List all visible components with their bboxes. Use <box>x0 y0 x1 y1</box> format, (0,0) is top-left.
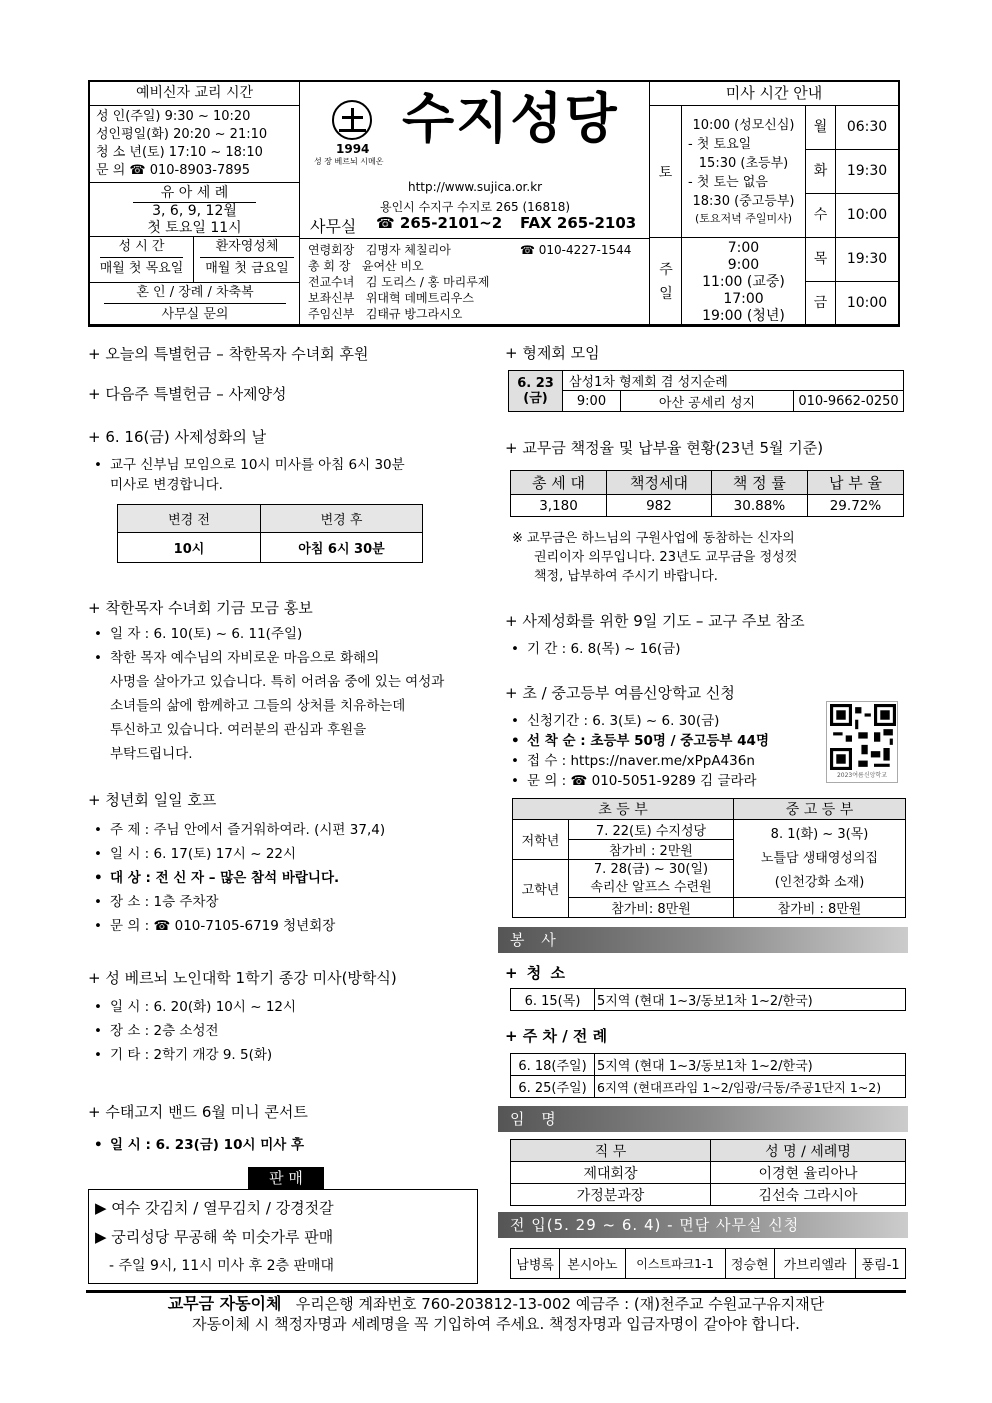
senior-college-list: • 일 시 : 6. 20(화) 10시 ~ 12시 • 장 소 : 2층 소성전 • 기 타 : 2학기 개강 9. 5(화) <box>88 995 478 1067</box>
catechism-title: 예비신자 교리 시간 <box>90 82 299 106</box>
parish-name: 수지성당 <box>402 87 619 150</box>
mass-title: 미사 시간 안내 <box>650 82 898 106</box>
brotherhood-table: 6. 23 (금) 삼성1차 형제회 겸 성지순례 9:00 아산 공세리 성지 010-9662-0250 <box>508 370 904 412</box>
qr-code[interactable]: 2023여름신앙학교 <box>826 701 898 783</box>
summer-school-list: • 신청기간 : 6. 3(토) ~ 6. 30(금) • 선 착 순 : 초등부 50명 / 중고등부 44명 • 접 수 : https://naver.me/xPpA436n • 문 의 : ☎ 010-5051-9289 김 글라라 <box>505 711 825 791</box>
office-label: 사무실 <box>310 217 357 236</box>
fundraising-title: + 착한목자 수녀회 기금 모금 홍보 <box>88 599 313 617</box>
summer-school-table: 초 등 부 중 고 등 부 저학년 7. 22(토) 수지성당 8. 1(화) ~ 3(목) 노틀담 생태영성의집 (인천강화 소재) 참가비 : 2만원 고학년 7. 28(금) ~ 30(일) 속리산 알프스 수련원 참가비: 8만원 참가비 : 8만원 <box>512 798 906 918</box>
cleaning-table: 6. 15(목) 5지역 (현대 1~3/동보1차 1~2/한국) <box>510 988 906 1011</box>
dues-table: 총 세 대 책정세대 책 정 률 납 부 율 3,180 982 30.88% 29.72% <box>510 470 904 517</box>
info-column <box>90 82 300 324</box>
senior-college-title: + 성 베르뇌 노인대학 1학기 종강 미사(방학식) <box>88 969 397 987</box>
footer: 교무금 자동이체 우리은행 계좌번호 760-203812-13-002 예금주 : (재)천주교 수원교구유지재단 자동이체 시 책정자명과 세례명을 꼭 기입하여 주세요. 책정자명과 입금자명이 같아야 합니다. <box>167 1294 825 1333</box>
summer-school-title: + 초 / 중고등부 여름신앙학교 신청 <box>505 684 735 702</box>
parking-table: 6. 18(주일) 5지역 (현대 1~3/동보1차 1~2/한국) 6. 25(주일) 6지역 (현대프라임 1~2/임광/극동/주공1단지 1~2) <box>510 1053 906 1098</box>
wedding-info: 혼 인 / 장례 / 차축복 사무실 문의 <box>90 282 300 326</box>
transfer-bar: 전 입(5. 29 ~ 6. 4) - 면담 사무실 신청 <box>498 1212 908 1238</box>
priest-day-title: + 6. 16(금) 사제성화의 날 <box>88 428 267 446</box>
staff-list: 연령회장 김명자 체칠리아 ☎ 010-4227-1544 총 회 장 윤여산 비오 전교수녀 김 도리스 / 홍 마리루제 보좌신부 위대혁 데메트리우스 주임신부 김태규 방그라시오 <box>300 238 650 322</box>
transfer-table: 남병록 본시아노 이스트파크1-1 정승현 가브리엘라 풍림-1 <box>510 1248 906 1279</box>
sale-title: 판 매 <box>248 1167 324 1189</box>
concert-title: + 수태고지 밴드 6월 미니 콘서트 <box>88 1103 308 1121</box>
address: 용인시 수지구 수지로 265 (16818) <box>380 200 571 214</box>
parish-logo <box>332 100 372 140</box>
catechism-times: 성 인(주일) 9:30 ~ 10:20 성인평일(화) 20:20 ~ 21:10 청 소 년(토) 17:10 ~ 18:10 문 의 ☎ 010-8903-7895 <box>96 109 268 178</box>
sale-box: ▶ 여수 갓김치 / 열무김치 / 강경젓갈 ▶ 궁리성당 무공해 쑥 미숫가루 판매 - 주일 9시, 11시 미사 후 2층 판매대 <box>88 1189 478 1284</box>
special-collection-next: + 다음주 특별헌금 – 사제양성 <box>88 385 287 403</box>
sunday-masses: 7:00 9:00 11:00 (교중) 17:00 19:00 (청년) <box>682 238 806 326</box>
fundraising-text: 사명을 살아가고 있습니다. 특히 어려움 중에 있는 여성과 소녀들의 삶에 함께하고 그들의 상처를 치유하는데 투신하고 있습니다. 여러분의 관심과 후원을 부탁드립니다. <box>110 674 445 762</box>
fundraising-list: • 일 자 : 6. 10(토) ~ 6. 11(주일) • 착한 목자 예수님의 자비로운 마음으로 화해의 <box>88 622 478 670</box>
logo-caption: 성 장 베르뇌 시메온 <box>314 157 384 166</box>
registration-link[interactable]: • 접 수 : https://naver.me/xPpA436n <box>505 751 825 771</box>
cleaning-title: + 청 소 <box>505 964 567 982</box>
brotherhood-title: + 형제회 모임 <box>505 344 600 362</box>
confession-sick: 성 시 간 매월 첫 목요일 환자영성체 매월 첫 금요일 <box>90 236 300 282</box>
infant-baptism: 유 아 세 례 3, 6, 9, 12월 첫 토요일 11시 <box>90 182 299 238</box>
website-link[interactable]: http://www.sujica.or.kr <box>408 180 543 194</box>
weekday-masses: 월 06:30 화 19:30 수 10:00 목 19:30 금 10:00 <box>806 106 898 326</box>
youth-hof-title: + 청년회 일일 호프 <box>88 791 217 809</box>
bulletin-header <box>88 80 900 327</box>
youth-hof-list: • 주 제 : 주님 안에서 즐거워하여라. (시편 37,4) • 일 시 : 6. 17(토) 17시 ~ 22시 • 대 상 : 전 신 자 – 많은 참석 바랍니다. • 장 소 : 1층 주차장 • 문 의 : ☎ 010-7105-6719 청년회장 <box>88 818 478 938</box>
appointment-table: 직 무 성 명 / 세례명 제대회장 이경현 율리아나 가정분과장 김선숙 그라시아 <box>510 1139 906 1206</box>
special-collection-today: + 오늘의 특별헌금 – 착한목자 수녀회 후원 <box>88 345 369 363</box>
logo-year: 1994 <box>336 142 370 156</box>
mass-change-table: 변경 전 변경 후 10시 아침 6시 30분 <box>117 504 423 563</box>
appointment-bar: 임 명 <box>498 1106 908 1132</box>
office-fax: FAX 265-2103 <box>520 214 637 232</box>
concert-list: • 일 시 : 6. 23(금) 10시 미사 후 <box>88 1133 478 1157</box>
office-phone: ☎ 265-2101~2 <box>376 214 503 232</box>
service-bar: 봉 사 <box>498 927 908 953</box>
parking-title: + 주 차 / 전 례 <box>505 1027 608 1045</box>
novena-title: + 사제성화를 위한 9일 기도 – 교구 주보 참조 <box>505 612 805 630</box>
novena-list: • 기 간 : 6. 8(목) ~ 16(금) <box>505 637 895 661</box>
title-column <box>300 82 650 324</box>
mass-schedule: 미사 시간 안내 토 10:00 (성모신심) - 첫 토요일 15:30 (초등부) - 첫 토는 없음 18:30 (중고등부) (토요저녁 주일미사) 주일 7:00 9:00 11:00 (교중) 17:00 19:00 (청년) 월 06:30 화 19:30 수 10:00 목 19:30 금 10:00 <box>650 82 898 324</box>
priest-day-notice: • 교구 신부님 모임으로 10시 미사를 아침 6시 30분 <box>88 453 478 477</box>
dues-title: + 교무금 책정율 및 납부율 현황(23년 5월 기준) <box>505 439 824 457</box>
footer-rule <box>86 1290 906 1293</box>
saturday-masses: 10:00 (성모신심) - 첫 토요일 15:30 (초등부) - 첫 토는 없음 18:30 (중고등부) (토요저녁 주일미사) <box>682 106 806 238</box>
dues-note: ※ 교무금은 하느님의 구원사업에 동참하는 신자의 권리이자 의무입니다. 23년도 교무금을 정성껏 책정, 납부하여 주시기 바랍니다. <box>512 531 798 584</box>
